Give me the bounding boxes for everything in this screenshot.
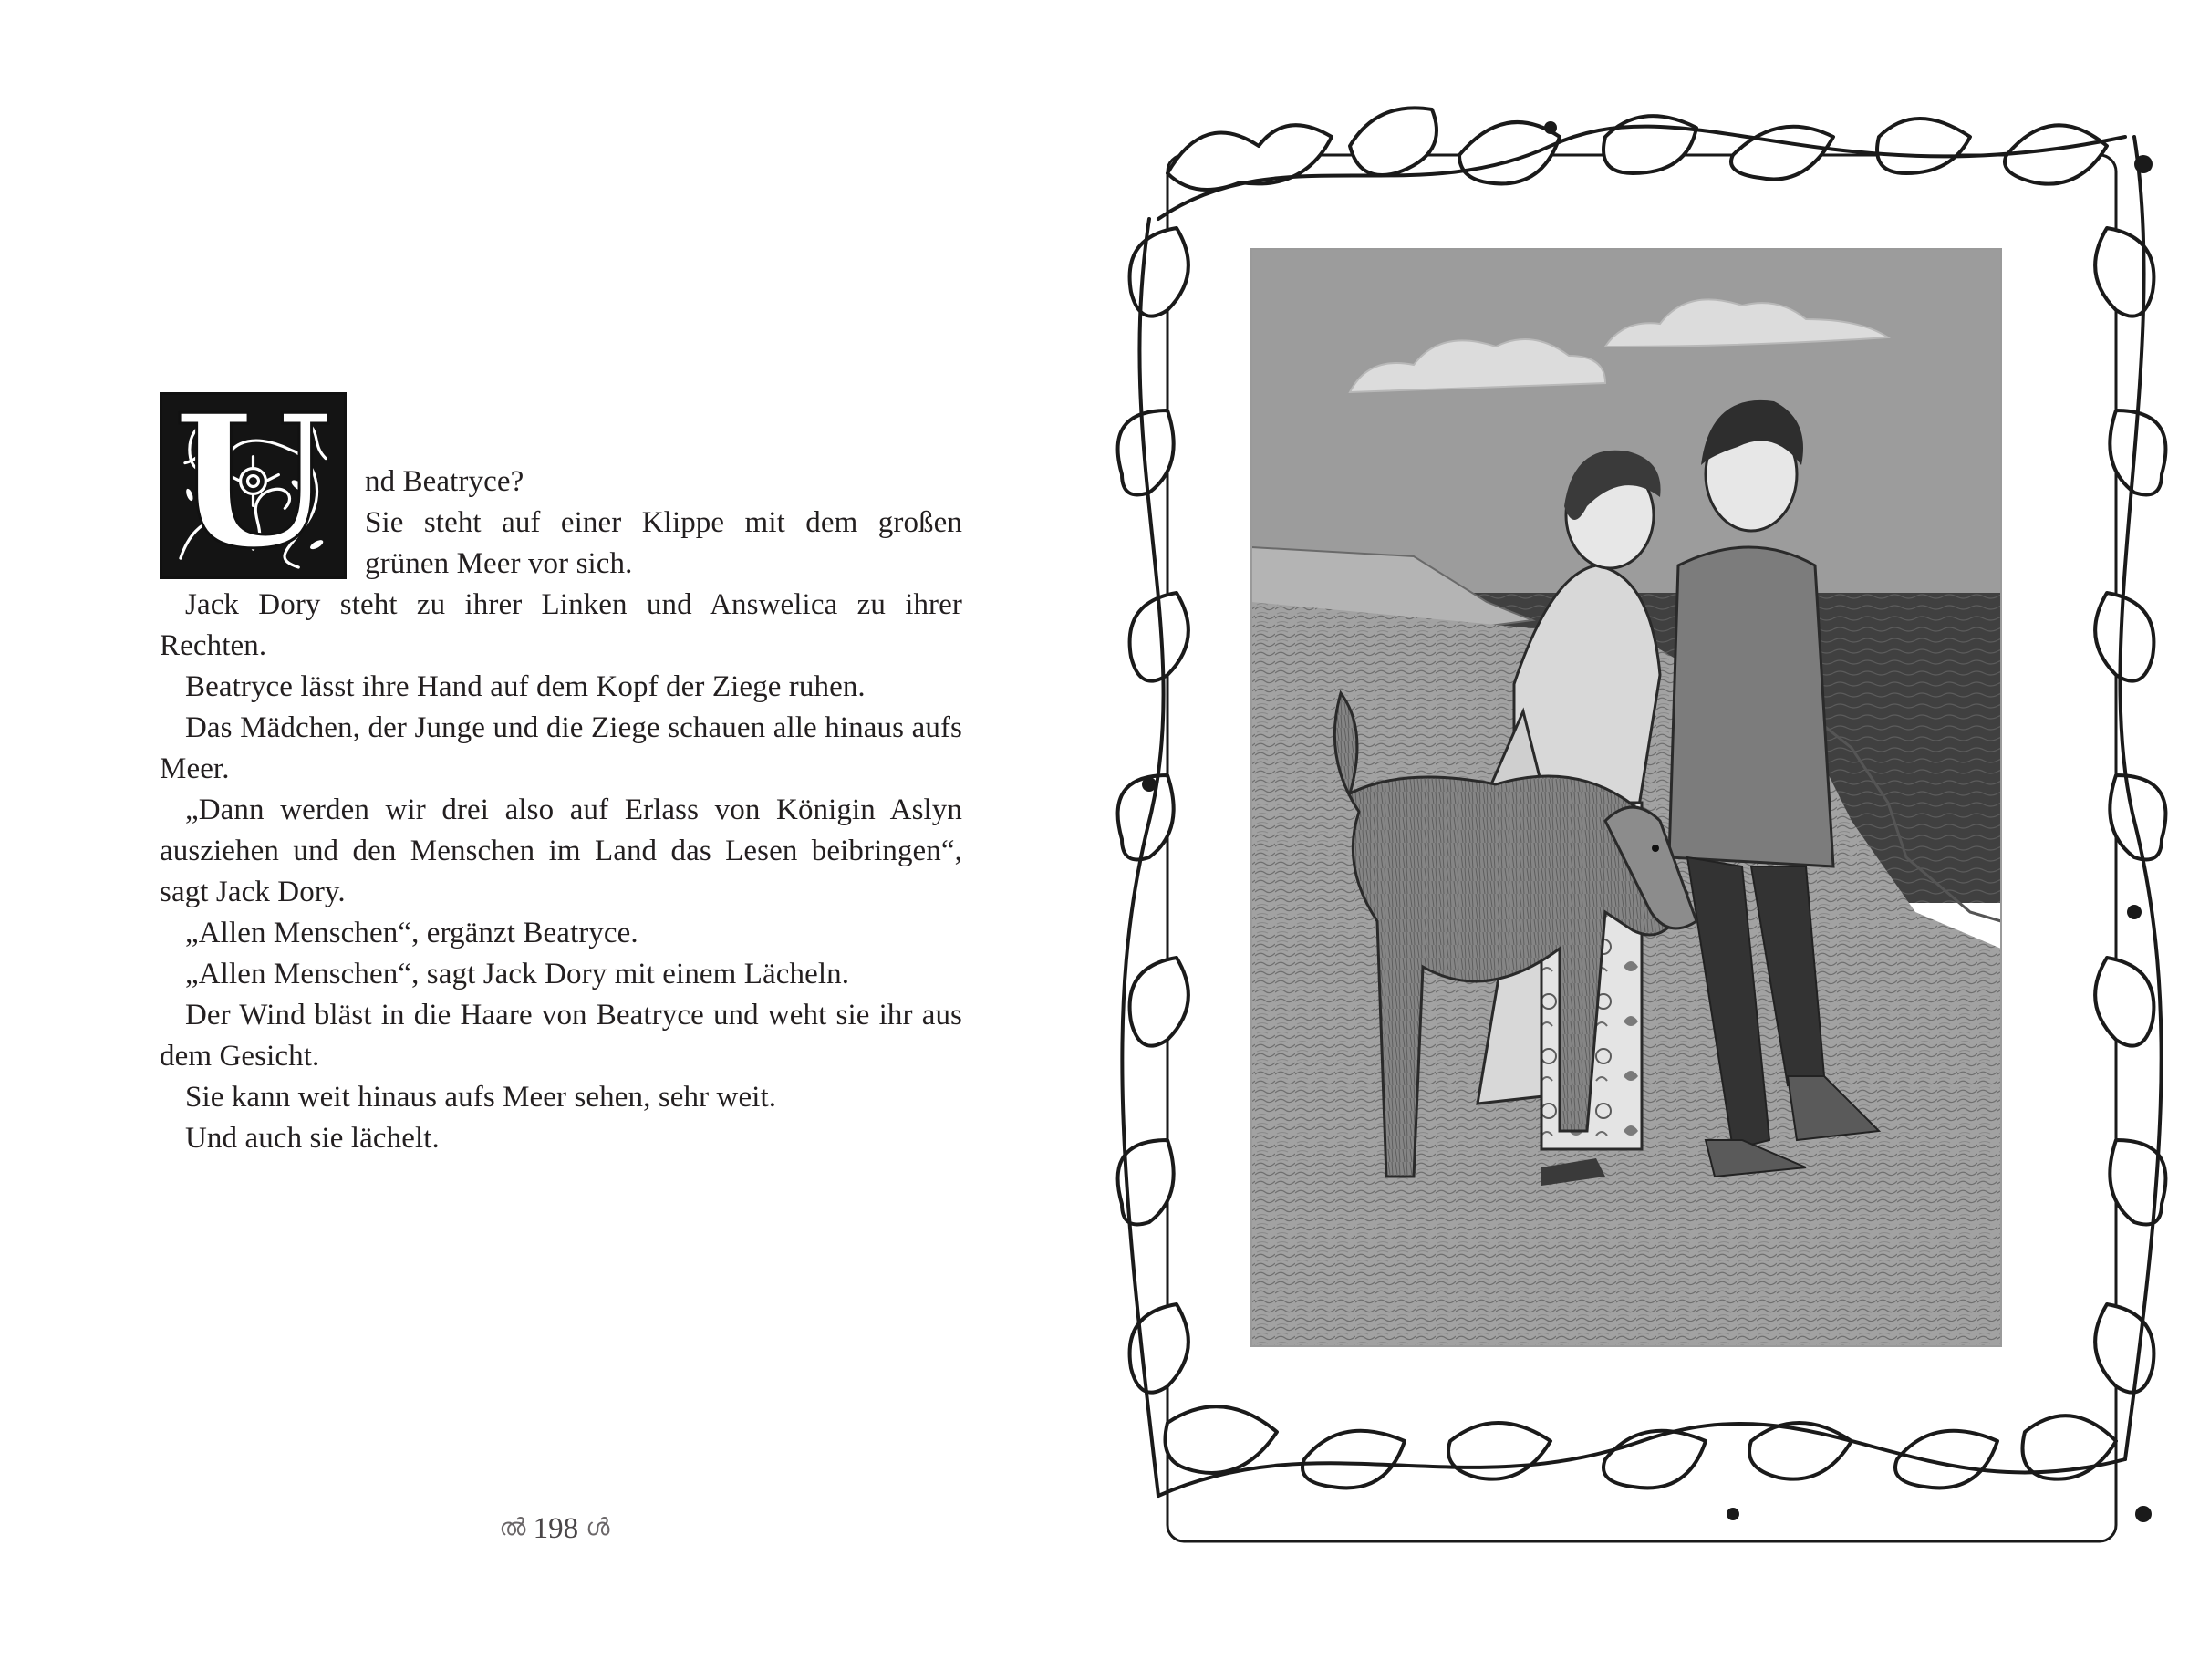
paragraph: Der Wind bläst in die Haare von Beatryce und weht sie ihr aus dem Gesicht. (160, 999, 962, 1073)
paragraph: nd Beatryce? (365, 465, 524, 498)
drop-cap-letter: U (173, 392, 333, 579)
paragraph: Das Mädchen, der Junge und die Ziege schauen alle hinaus aufs Meer. (160, 711, 962, 785)
paragraph: „Allen Menschen“, ergänzt Beatryce. (185, 917, 638, 949)
left-page (0, 0, 1094, 1680)
paragraph: „Dann werden wir drei also auf Erlass von Königin Aslyn ausziehen und den Menschen im Land das Lesen beibringen“, sagt Jack Dory. (160, 793, 962, 908)
right-page (1094, 0, 2189, 1680)
flourish-right-icon: ൾ (586, 1514, 610, 1540)
page-number (482, 1512, 628, 1546)
paragraph: Sie kann weit hinaus aufs Meer sehen, sehr weit. (185, 1081, 777, 1114)
paragraph: „Allen Menschen“, sagt Jack Dory mit einem Lächeln. (185, 958, 850, 990)
illustration-plate (1094, 0, 2189, 1680)
illustration-scene (1246, 244, 2007, 1352)
text-block (160, 392, 962, 1159)
page-number-text: 198 (533, 1512, 579, 1545)
paragraph: Sie steht auf einer Klippe mit dem großen grünen Meer vor sich. (365, 506, 962, 580)
paragraph: Beatryce lässt ihre Hand auf dem Kopf der Ziege ruhen. (185, 670, 866, 703)
flourish-left-icon: ൽ (499, 1514, 526, 1540)
illuminated-drop-cap (160, 392, 347, 579)
paragraph: Jack Dory steht zu ihrer Linken und Answelica zu ihrer Rechten. (160, 588, 962, 662)
paragraph: Und auch sie lächelt. (185, 1122, 440, 1155)
